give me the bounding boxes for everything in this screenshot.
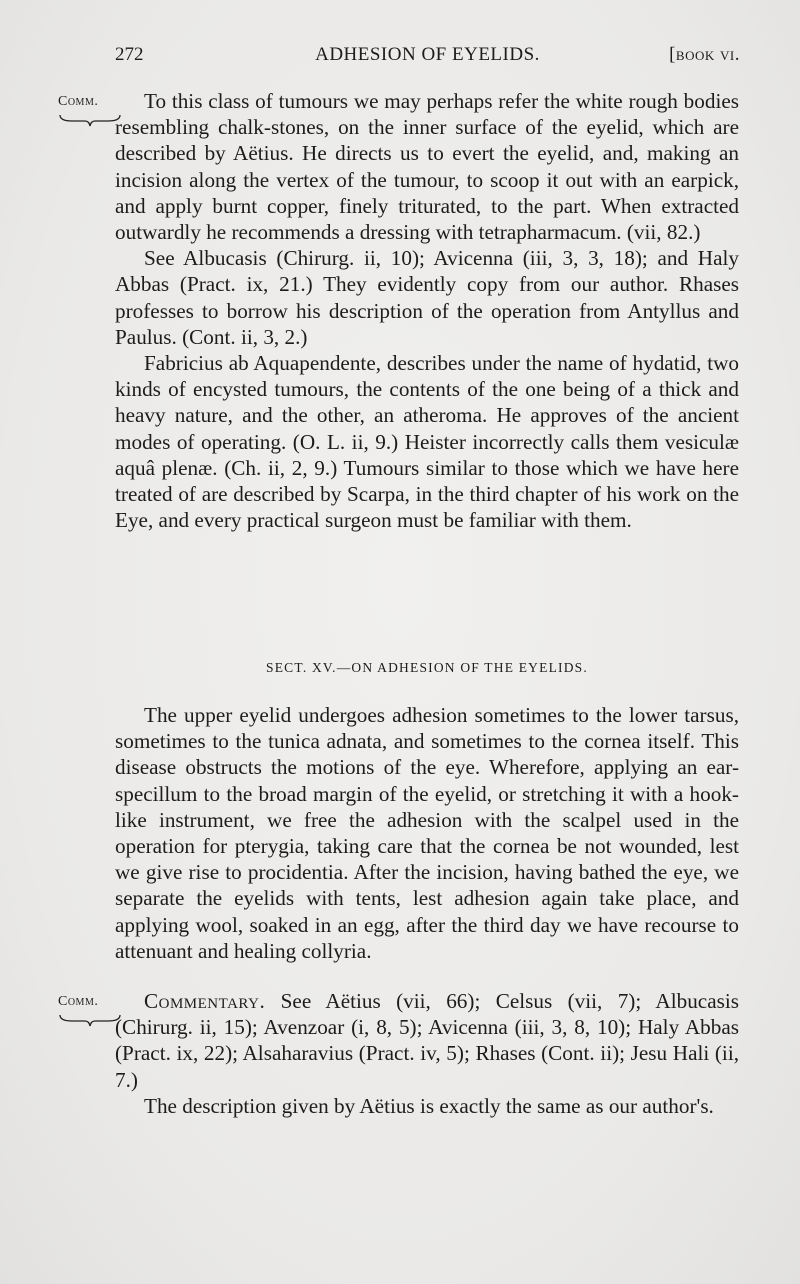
paragraph: Fabricius ab Aquapendente, describes under the name of hydatid, two kinds of encysted tumours, the contents of the one being of a thick and heavy nature, and the other, an atheroma. He approves of the ancient modes of operating. (O. L. ii, 9.) Heister incorrectly calls them vesiculæ aquâ plenæ. (Ch. ii, 2, 9.) Tumours similar to those which we have here treated of are described by Scarpa, in the third chapter of his work on the Eye, and every practical surgeon must be familiar with them. [115,351,739,533]
margin-note-commentary: Comm. [58,994,99,1009]
page-header [115,44,740,74]
paragraph: See Albucasis (Chirurg. ii, 10); Avicenna (iii, 3, 3, 18); and Haly Abbas (Pract. ix, 21.) They evidently copy from our author. Rhases professes to borrow his description of the operation from Antyllus and Paulus. (Cont. ii, 3, 2.) [115,246,739,349]
commentary-text: See Aëtius (vii, 66); Celsus (vii, 7); Albucasis (Chirurg. ii, 15); Avenzoar (i, 8, 5); Avicenna (iii, 3, 8, 10); Haly Abbas (Pract. ix, 22); Alsaharavius (Pract. iv, 5); Rhases (Cont. ii); Jesu Hali (ii, 7.) [115,989,739,1092]
commentary-block [115,88,739,533]
commentary-block [115,988,739,1119]
page-number: 272 [115,44,144,65]
paragraph: The upper eyelid undergoes adhesion sometimes to the lower tarsus, sometimes to the tunica adnata, and sometimes to the cornea itself. This disease obstructs the motions of the eye. Wherefore, applying an ear-specillum to the broad margin of the eyelid, or stretching it with a hook-like instrument, we free the adhesion with the scalpel used in the operation for pterygia, taking care that the cornea be not wounded, lest we give rise to procidentia. After the incision, having bathed the eye, we separate the eyelids with tents, lest adhesion again take place, and applying wool, soaked in an egg, after the third day we have recourse to attenuant and healing collyria. [115,703,739,963]
book-reference: [book vi. [669,44,740,65]
margin-brace-icon [58,112,122,128]
margin-brace-icon [58,1012,122,1028]
paragraph [115,988,739,1093]
section-heading: SECT. XV.—ON ADHESION OF THE EYELIDS. [266,660,588,675]
commentary-label: Commentary. [144,989,266,1013]
margin-note-commentary: Comm. [58,94,99,109]
section-text-block [115,702,739,964]
paragraph: To this class of tumours we may perhaps refer the white rough bodies resembling chalk-stones, on the inner surface of the eyelid, which are described by Aëtius. He directs us to evert the eyelid, and, making an incision along the vertex of the tumour, to scoop it out with an earpick, and apply burnt copper, finely triturated, to the part. When extracted outwardly he recommends a dressing with tetrapharmacum. (vii, 82.) [115,89,739,245]
paragraph: The description given by Aëtius is exactly the same as our author's. [144,1093,714,1118]
running-title: ADHESION OF EYELIDS. [315,44,540,65]
